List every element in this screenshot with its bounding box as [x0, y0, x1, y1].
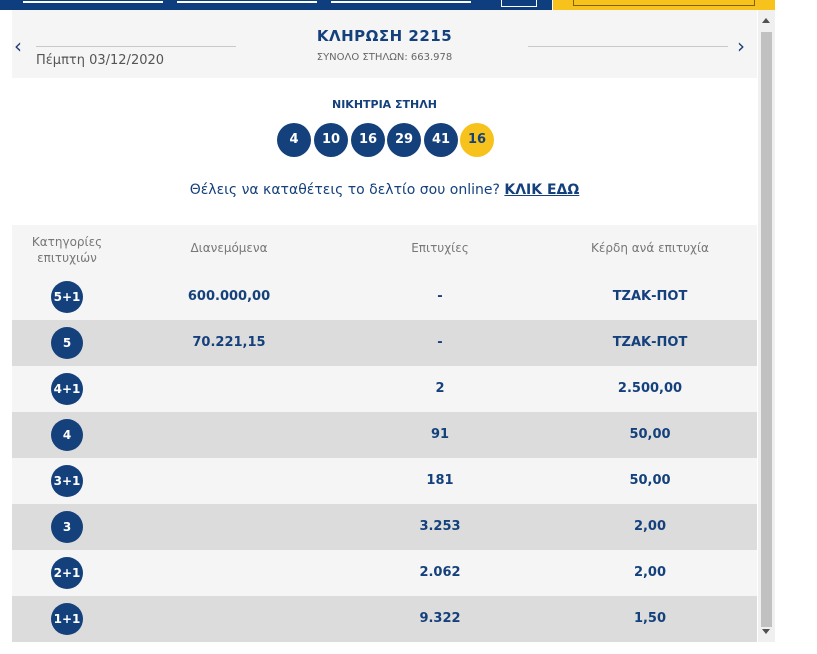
prize-per-winner: 2,00	[633, 565, 667, 580]
total-columns: ΣΥΝΟΛΟ ΣΤΗΛΩΝ: 663.978	[316, 52, 453, 63]
category-badge: 4	[51, 419, 83, 451]
table-row	[12, 412, 757, 458]
winners-count: -	[437, 335, 443, 350]
category-badge: 5	[51, 327, 83, 359]
draw-title: ΚΛΗΡΩΣΗ 2215	[316, 27, 453, 45]
winning-number-ball: 4	[277, 123, 311, 157]
draw-header	[12, 10, 757, 78]
winning-number-ball: 10	[314, 123, 348, 157]
winning-number-ball: 41	[424, 123, 458, 157]
winners-count: 3.253	[419, 519, 461, 534]
category-badge: 5+1	[51, 281, 83, 313]
prize-per-winner: 50,00	[629, 427, 671, 442]
category-badge: 2+1	[51, 557, 83, 589]
table-row	[12, 596, 757, 642]
winners-count: 181	[426, 473, 454, 488]
cta-text: Θέλεις να καταθέτεις το δελτίο σου online?	[189, 182, 500, 198]
draw-date: Πέμπτη 03/12/2020	[36, 53, 165, 68]
table-row	[12, 458, 757, 504]
header-winners: Επιτυχίες	[411, 241, 469, 255]
winning-number-ball: 29	[387, 123, 421, 157]
top-nav-bar	[0, 0, 775, 10]
prize-per-winner: 50,00	[629, 473, 671, 488]
header-prize: Κέρδη ανά επιτυχία	[591, 241, 709, 255]
winning-column-label: ΝΙΚΗΤΡΙΑ ΣΤΗΛΗ	[332, 98, 437, 111]
results-table-header	[12, 225, 757, 274]
scroll-up-icon[interactable]	[762, 18, 770, 23]
table-row	[12, 274, 757, 320]
table-row	[12, 366, 757, 412]
nav-search-button[interactable]	[501, 0, 537, 7]
prize-per-winner: 1,50	[633, 611, 667, 626]
scroll-down-icon[interactable]	[762, 629, 770, 634]
prize-per-winner: ΤΖΑΚ-ΠΟΤ	[612, 289, 688, 304]
category-badge: 3+1	[51, 465, 83, 497]
winners-count: -	[437, 289, 443, 304]
top-nav-yellow-section	[553, 0, 775, 10]
prize-per-winner: 2.500,00	[617, 381, 683, 396]
draw-results-panel	[12, 10, 757, 642]
distributed-amount: 70.221,15	[192, 335, 266, 350]
header-category-line2: επιτυχιών	[37, 251, 97, 265]
winning-number-ball: 16	[351, 123, 385, 157]
nav-field-underline[interactable]	[177, 1, 317, 3]
category-badge: 1+1	[51, 603, 83, 635]
table-row	[12, 504, 757, 550]
header-divider	[36, 46, 236, 47]
header-category	[12, 234, 122, 266]
table-row	[12, 550, 757, 596]
table-row	[12, 320, 757, 366]
distributed-amount: 600.000,00	[187, 289, 271, 304]
scrollbar-thumb[interactable]	[761, 32, 772, 627]
next-draw-arrow-icon[interactable]: ›	[737, 34, 745, 58]
top-nav-blue-section	[0, 0, 552, 10]
category-badge: 4+1	[51, 373, 83, 405]
header-category-line1: Κατηγορίες	[31, 235, 103, 249]
winners-count: 91	[430, 427, 450, 442]
prize-per-winner: 2,00	[633, 519, 667, 534]
online-cta	[12, 182, 757, 198]
winners-count: 2.062	[419, 565, 461, 580]
nav-field-underline[interactable]	[23, 1, 163, 3]
winners-count: 2	[435, 381, 445, 396]
prize-per-winner: ΤΖΑΚ-ΠΟΤ	[612, 335, 688, 350]
header-distributed: Διανεμόμενα	[190, 241, 268, 255]
nav-field-underline[interactable]	[331, 1, 471, 3]
winners-count: 9.322	[419, 611, 461, 626]
header-divider	[528, 46, 728, 47]
cta-link[interactable]: ΚΛΙΚ ΕΔΩ	[504, 182, 580, 198]
vertical-scrollbar[interactable]	[758, 10, 775, 642]
joker-number-ball: 16	[460, 123, 494, 157]
nav-action-button[interactable]	[573, 0, 755, 6]
prev-draw-arrow-icon[interactable]: ‹	[14, 34, 22, 58]
category-badge: 3	[51, 511, 83, 543]
